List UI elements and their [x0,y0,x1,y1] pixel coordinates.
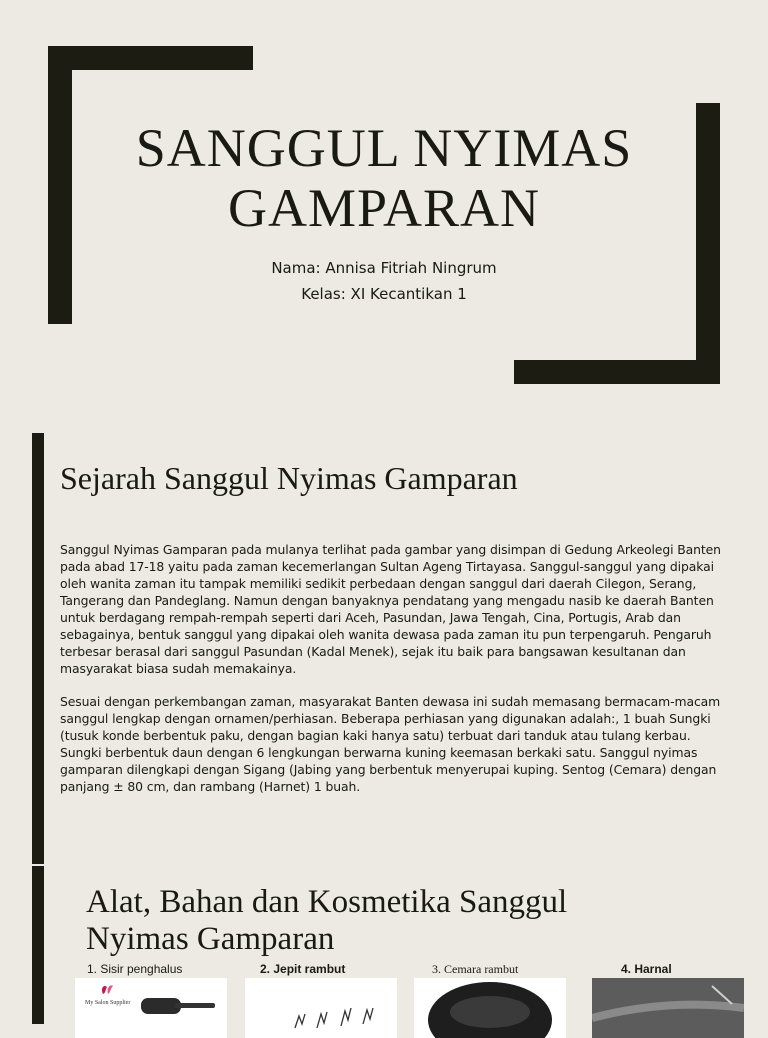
p2-line: panjang ± 80 cm, dan rambang (Harnet) 1 buah. [60,779,361,794]
author-class: Kelas: XI Kecantikan 1 [301,285,467,303]
p1-line: sebagainya, bentuk sanggul yang dipakai oleh wanita dewasa pada zaman itu pun terpengaruh. Pengaruh [60,627,712,642]
tools-heading [86,884,706,958]
section3-side-bar [32,866,44,1024]
brush-handle [175,1003,215,1008]
history-paragraph-2 [60,693,760,795]
item-caption-sisir: 1. Sisir penghalus [87,962,183,976]
hairpiece-image [414,978,566,1038]
hairpin [295,1014,305,1028]
hairpin [317,1012,327,1028]
p1-line: untuk berdagang rempah-rempah seperti dari Aceh, Pasundan, Jawa Tengah, Cina, Portugis, Arab dan [60,610,681,625]
title-line-1: SANGGUL NYIMAS [135,118,633,178]
p1-line: Sanggul Nyimas Gamparan pada mulanya terlihat pada gambar yang disimpan di Gedung Arkeolegi Banten [60,542,721,557]
brush-image [75,978,227,1038]
item-caption-harnal: 4. Harnal [621,962,672,976]
salon-logo-text: My Salon Supplier [85,1000,131,1006]
p1-line: terbesar berasal dari sanggul Pasundan (Kadal Menek), sejak itu baik para bangsawan kesultanan dan [60,644,686,659]
slide-title [60,118,708,238]
author-name: Nama: Annisa Fitriah Ningrum [271,259,497,277]
p2-line: Sungki berbentuk daun dengan 6 lengkungan berwarna kuning keemasan berkaki satu. Sanggul nyimas [60,745,698,760]
p2-line: Sesuai dengan perkembangan zaman, masyarakat Banten dewasa ini sudah memasang bermacam-macam [60,694,721,709]
hairpin-illustration [245,978,397,1038]
hairpin [341,1008,351,1026]
history-heading: Sejarah Sanggul Nyimas Gamparan [60,460,518,496]
p1-line: Tangerang dan Pandeglang. Namun dengan banyaknya pendatang yang mengadu nasib ke daerah Banten [60,593,714,608]
item-caption-jepit: 2. Jepit rambut [260,962,346,976]
frame-bottom-right-horizontal [514,360,720,384]
tools-heading-line-2: Nyimas Gamparan [86,921,335,957]
logo-mark [108,985,113,994]
hairpiece-illustration [414,978,566,1038]
hairpin-image [245,978,397,1038]
hairpin [363,1008,373,1024]
frame-top-left-horizontal [48,46,253,70]
p1-line: oleh wanita zaman itu tampak memiliki sedikit perbedaan dengan sanggul dari daerah Cilegon, Serang, [60,576,697,591]
brush-illustration [75,978,227,1038]
hairnet-illustration [592,978,744,1038]
logo-mark [102,986,107,994]
section2-side-bar [32,433,44,864]
hairpiece-highlight [450,996,530,1028]
hairnet-image [592,978,744,1038]
p2-line: gamparan dilengkapi dengan Sigang (Jabing yang berbentuk menyerupai kuping. Sentog (Cemara) dengan [60,762,717,777]
p2-line: (tusuk konde berbentuk paku, dengan bagian kaki hanya satu) terbuat dari tanduk atau tulang kerbau. [60,728,691,743]
p1-line: pada abad 17-18 yaitu pada zaman kecemerlangan Sultan Ageng Tirtayasa. Sanggul-sanggul yang dipakai [60,559,714,574]
p1-line: masyarakat biasa sudah memakainya. [60,661,297,676]
history-paragraph-1 [60,541,760,677]
tools-heading-line-1: Alat, Bahan dan Kosmetika Sanggul [86,884,568,920]
p2-line: sanggul lengkap dengan ornamen/perhiasan. Beberapa perhiasan yang digunakan adalah:, 1 buah Sungki [60,711,711,726]
item-caption-cemara: 3. Cemara rambut [432,962,519,976]
title-line-2: GAMPARAN [227,178,541,238]
